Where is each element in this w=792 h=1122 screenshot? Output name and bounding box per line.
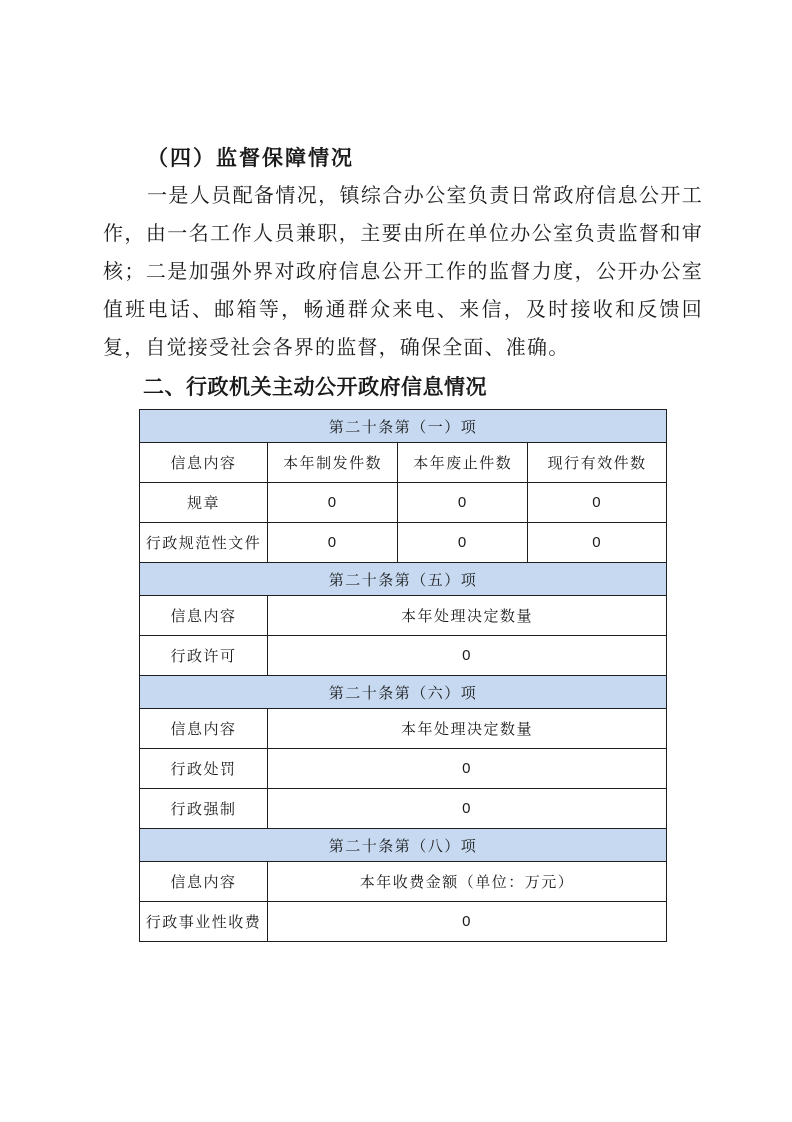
table-row xyxy=(140,789,667,829)
page-content xyxy=(103,139,703,942)
row-label-cell: 信息内容 xyxy=(140,709,268,749)
row-label-cell: 信息内容 xyxy=(140,596,268,636)
value-cell: 本年废止件数 xyxy=(398,443,528,483)
value-cell: 0 xyxy=(268,749,667,789)
value-cell: 本年制发件数 xyxy=(268,443,398,483)
table-banner-row xyxy=(140,676,667,709)
value-cell: 0 xyxy=(268,523,398,563)
table-row xyxy=(140,709,667,749)
table-row xyxy=(140,443,667,483)
row-label-cell: 行政强制 xyxy=(140,789,268,829)
value-cell: 0 xyxy=(268,636,667,676)
value-cell: 0 xyxy=(268,789,667,829)
value-cell: 本年处理决定数量 xyxy=(268,596,667,636)
value-cell: 本年收费金额（单位：万元） xyxy=(268,862,667,902)
table-banner-cell: 第二十条第（八）项 xyxy=(140,829,667,862)
value-cell: 本年处理决定数量 xyxy=(268,709,667,749)
table-banner-row xyxy=(140,410,667,443)
row-label-cell: 信息内容 xyxy=(140,862,268,902)
table-row xyxy=(140,596,667,636)
value-cell: 现行有效件数 xyxy=(528,443,667,483)
row-label-cell: 行政许可 xyxy=(140,636,268,676)
row-label-cell: 信息内容 xyxy=(140,443,268,483)
row-label-cell: 规章 xyxy=(140,483,268,523)
row-label-cell: 行政处罚 xyxy=(140,749,268,789)
value-cell: 0 xyxy=(528,523,667,563)
value-cell: 0 xyxy=(398,483,528,523)
row-label-cell: 行政事业性收费 xyxy=(140,902,268,942)
table-banner-cell: 第二十条第（五）项 xyxy=(140,563,667,596)
table-banner-row xyxy=(140,563,667,596)
value-cell: 0 xyxy=(268,902,667,942)
row-label-cell: 行政规范性文件 xyxy=(140,523,268,563)
disclosure-table xyxy=(139,409,667,942)
table-banner-row xyxy=(140,829,667,862)
value-cell: 0 xyxy=(528,483,667,523)
table-row xyxy=(140,902,667,942)
table-row xyxy=(140,749,667,789)
value-cell: 0 xyxy=(398,523,528,563)
table-body xyxy=(140,410,667,942)
table-banner-cell: 第二十条第（一）项 xyxy=(140,410,667,443)
table-row xyxy=(140,523,667,563)
table-row xyxy=(140,636,667,676)
table-row xyxy=(140,483,667,523)
table-banner-cell: 第二十条第（六）项 xyxy=(140,676,667,709)
paragraph-supervision-details: 一是人员配备情况，镇综合办公室负责日常政府信息公开工作，由一名工作人员兼职，主要由所在单位办公室负责监督和审核；二是加强外界对政府信息公开工作的监督力度，公开办公室值班电话、邮箱等，畅通群众来电、来信，及时接收和反馈回复，自觉接受社会各界的监督，确保全面、准确。 xyxy=(103,185,703,359)
subsection-heading-supervision: （四）监督保障情况 xyxy=(147,146,354,170)
value-cell: 0 xyxy=(268,483,398,523)
table-row xyxy=(140,862,667,902)
section-heading-proactive-disclosure: 二、行政机关主动公开政府信息情况 xyxy=(143,376,487,399)
